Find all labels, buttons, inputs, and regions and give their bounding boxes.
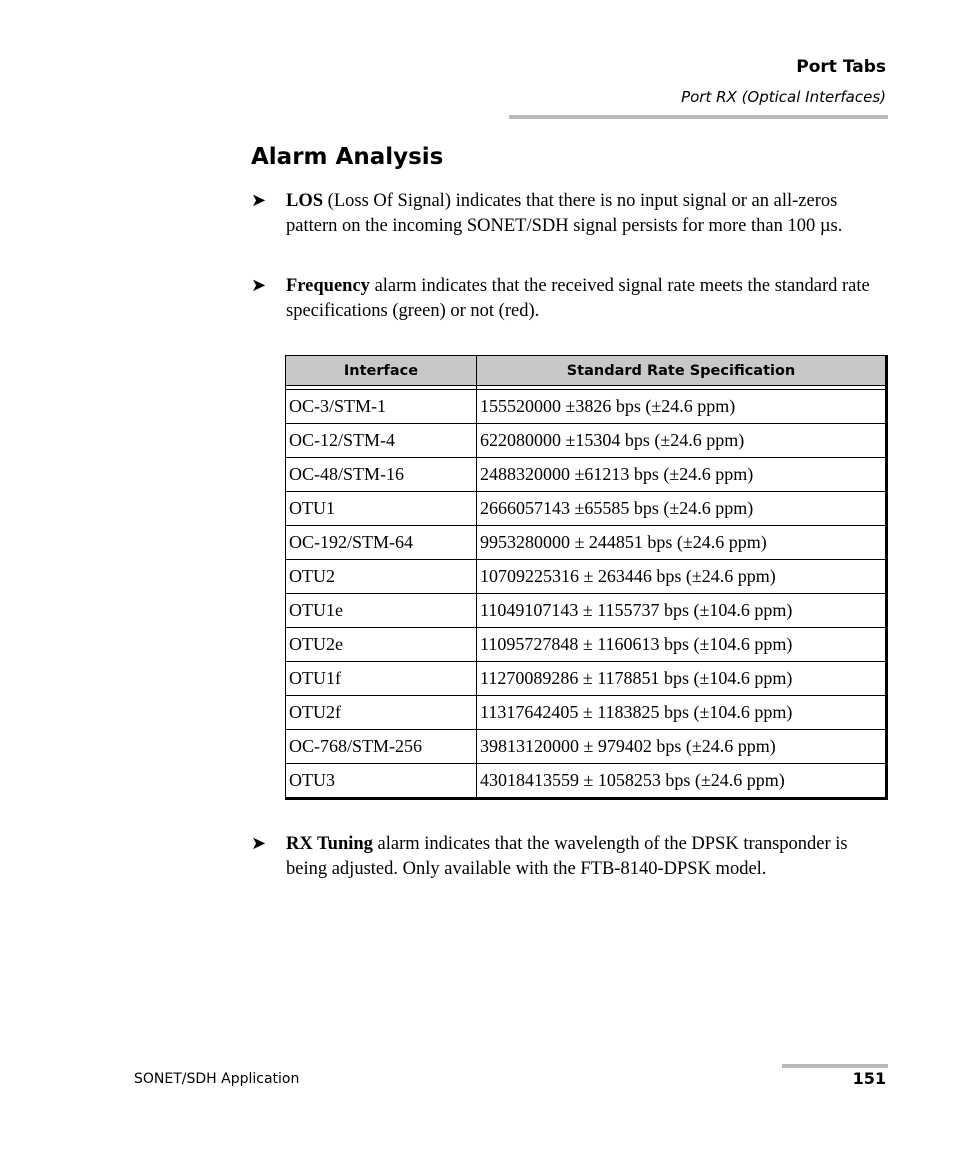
interface-cell: OC-768/STM-256	[286, 730, 477, 764]
table-row	[286, 662, 887, 696]
bullet-text	[286, 189, 886, 238]
arrow-bullet-icon: ➤	[251, 275, 267, 295]
rate-cell: 10709225316 ± 263446 bps (±24.6 ppm)	[477, 560, 887, 594]
table-row	[286, 424, 887, 458]
page-number: 151	[852, 1069, 886, 1088]
rate-cell: 2488320000 ±61213 bps (±24.6 ppm)	[477, 458, 887, 492]
rate-specification-table	[285, 355, 888, 800]
column-header-interface: Interface	[286, 356, 477, 386]
interface-cell: OTU2f	[286, 696, 477, 730]
footer-document-title: SONET/SDH Application	[134, 1071, 300, 1087]
table-row	[286, 764, 887, 799]
rate-cell: 155520000 ±3826 bps (±24.6 ppm)	[477, 390, 887, 424]
header-subtitle: Port RX (Optical Interfaces)	[681, 88, 886, 106]
table-header-row	[286, 356, 887, 386]
rate-cell: 39813120000 ± 979402 bps (±24.6 ppm)	[477, 730, 887, 764]
table-row	[286, 730, 887, 764]
interface-cell: OC-192/STM-64	[286, 526, 477, 560]
interface-cell: OTU1e	[286, 594, 477, 628]
table-row	[286, 560, 887, 594]
header-divider	[509, 115, 888, 119]
bullet-description: alarm indicates that the wavelength of the DPSK transponder is being adjusted. Only available with the FTB-8140-DPSK model.	[286, 834, 848, 879]
rate-cell: 622080000 ±15304 bps (±24.6 ppm)	[477, 424, 887, 458]
bullet-term: LOS	[286, 191, 324, 211]
rate-cell: 11095727848 ± 1160613 bps (±104.6 ppm)	[477, 628, 887, 662]
bullet-text	[286, 274, 886, 323]
interface-cell: OTU2e	[286, 628, 477, 662]
interface-cell: OTU1	[286, 492, 477, 526]
arrow-bullet-icon: ➤	[251, 833, 267, 853]
column-header-rate: Standard Rate Specification	[477, 356, 887, 386]
rate-cell: 11270089286 ± 1178851 bps (±104.6 ppm)	[477, 662, 887, 696]
footer-divider	[782, 1064, 888, 1068]
bullet-description: (Loss Of Signal) indicates that there is no input signal or an all-zeros pattern on the incoming SONET/SDH signal persists for more than 100 µs.	[286, 191, 843, 236]
bullet-description: alarm indicates that the received signal rate meets the standard rate specifications (green) or not (red).	[286, 276, 870, 321]
table-row	[286, 492, 887, 526]
interface-cell: OC-12/STM-4	[286, 424, 477, 458]
interface-cell: OTU2	[286, 560, 477, 594]
table-row	[286, 526, 887, 560]
bullet-text	[286, 832, 886, 881]
table-body	[286, 390, 887, 799]
section-title: Alarm Analysis	[251, 144, 444, 170]
table-row	[286, 696, 887, 730]
rate-cell: 11049107143 ± 1155737 bps (±104.6 ppm)	[477, 594, 887, 628]
arrow-bullet-icon: ➤	[251, 190, 267, 210]
table-row	[286, 390, 887, 424]
rate-cell: 43018413559 ± 1058253 bps (±24.6 ppm)	[477, 764, 887, 799]
table-row	[286, 594, 887, 628]
bullet-term: RX Tuning	[286, 834, 373, 854]
table-row	[286, 458, 887, 492]
bullet-term: Frequency	[286, 276, 370, 296]
rate-cell: 2666057143 ±65585 bps (±24.6 ppm)	[477, 492, 887, 526]
rate-cell: 11317642405 ± 1183825 bps (±104.6 ppm)	[477, 696, 887, 730]
table-row	[286, 628, 887, 662]
interface-cell: OC-48/STM-16	[286, 458, 477, 492]
interface-cell: OC-3/STM-1	[286, 390, 477, 424]
rate-cell: 9953280000 ± 244851 bps (±24.6 ppm)	[477, 526, 887, 560]
header-title: Port Tabs	[796, 57, 886, 77]
interface-cell: OTU3	[286, 764, 477, 799]
interface-cell: OTU1f	[286, 662, 477, 696]
